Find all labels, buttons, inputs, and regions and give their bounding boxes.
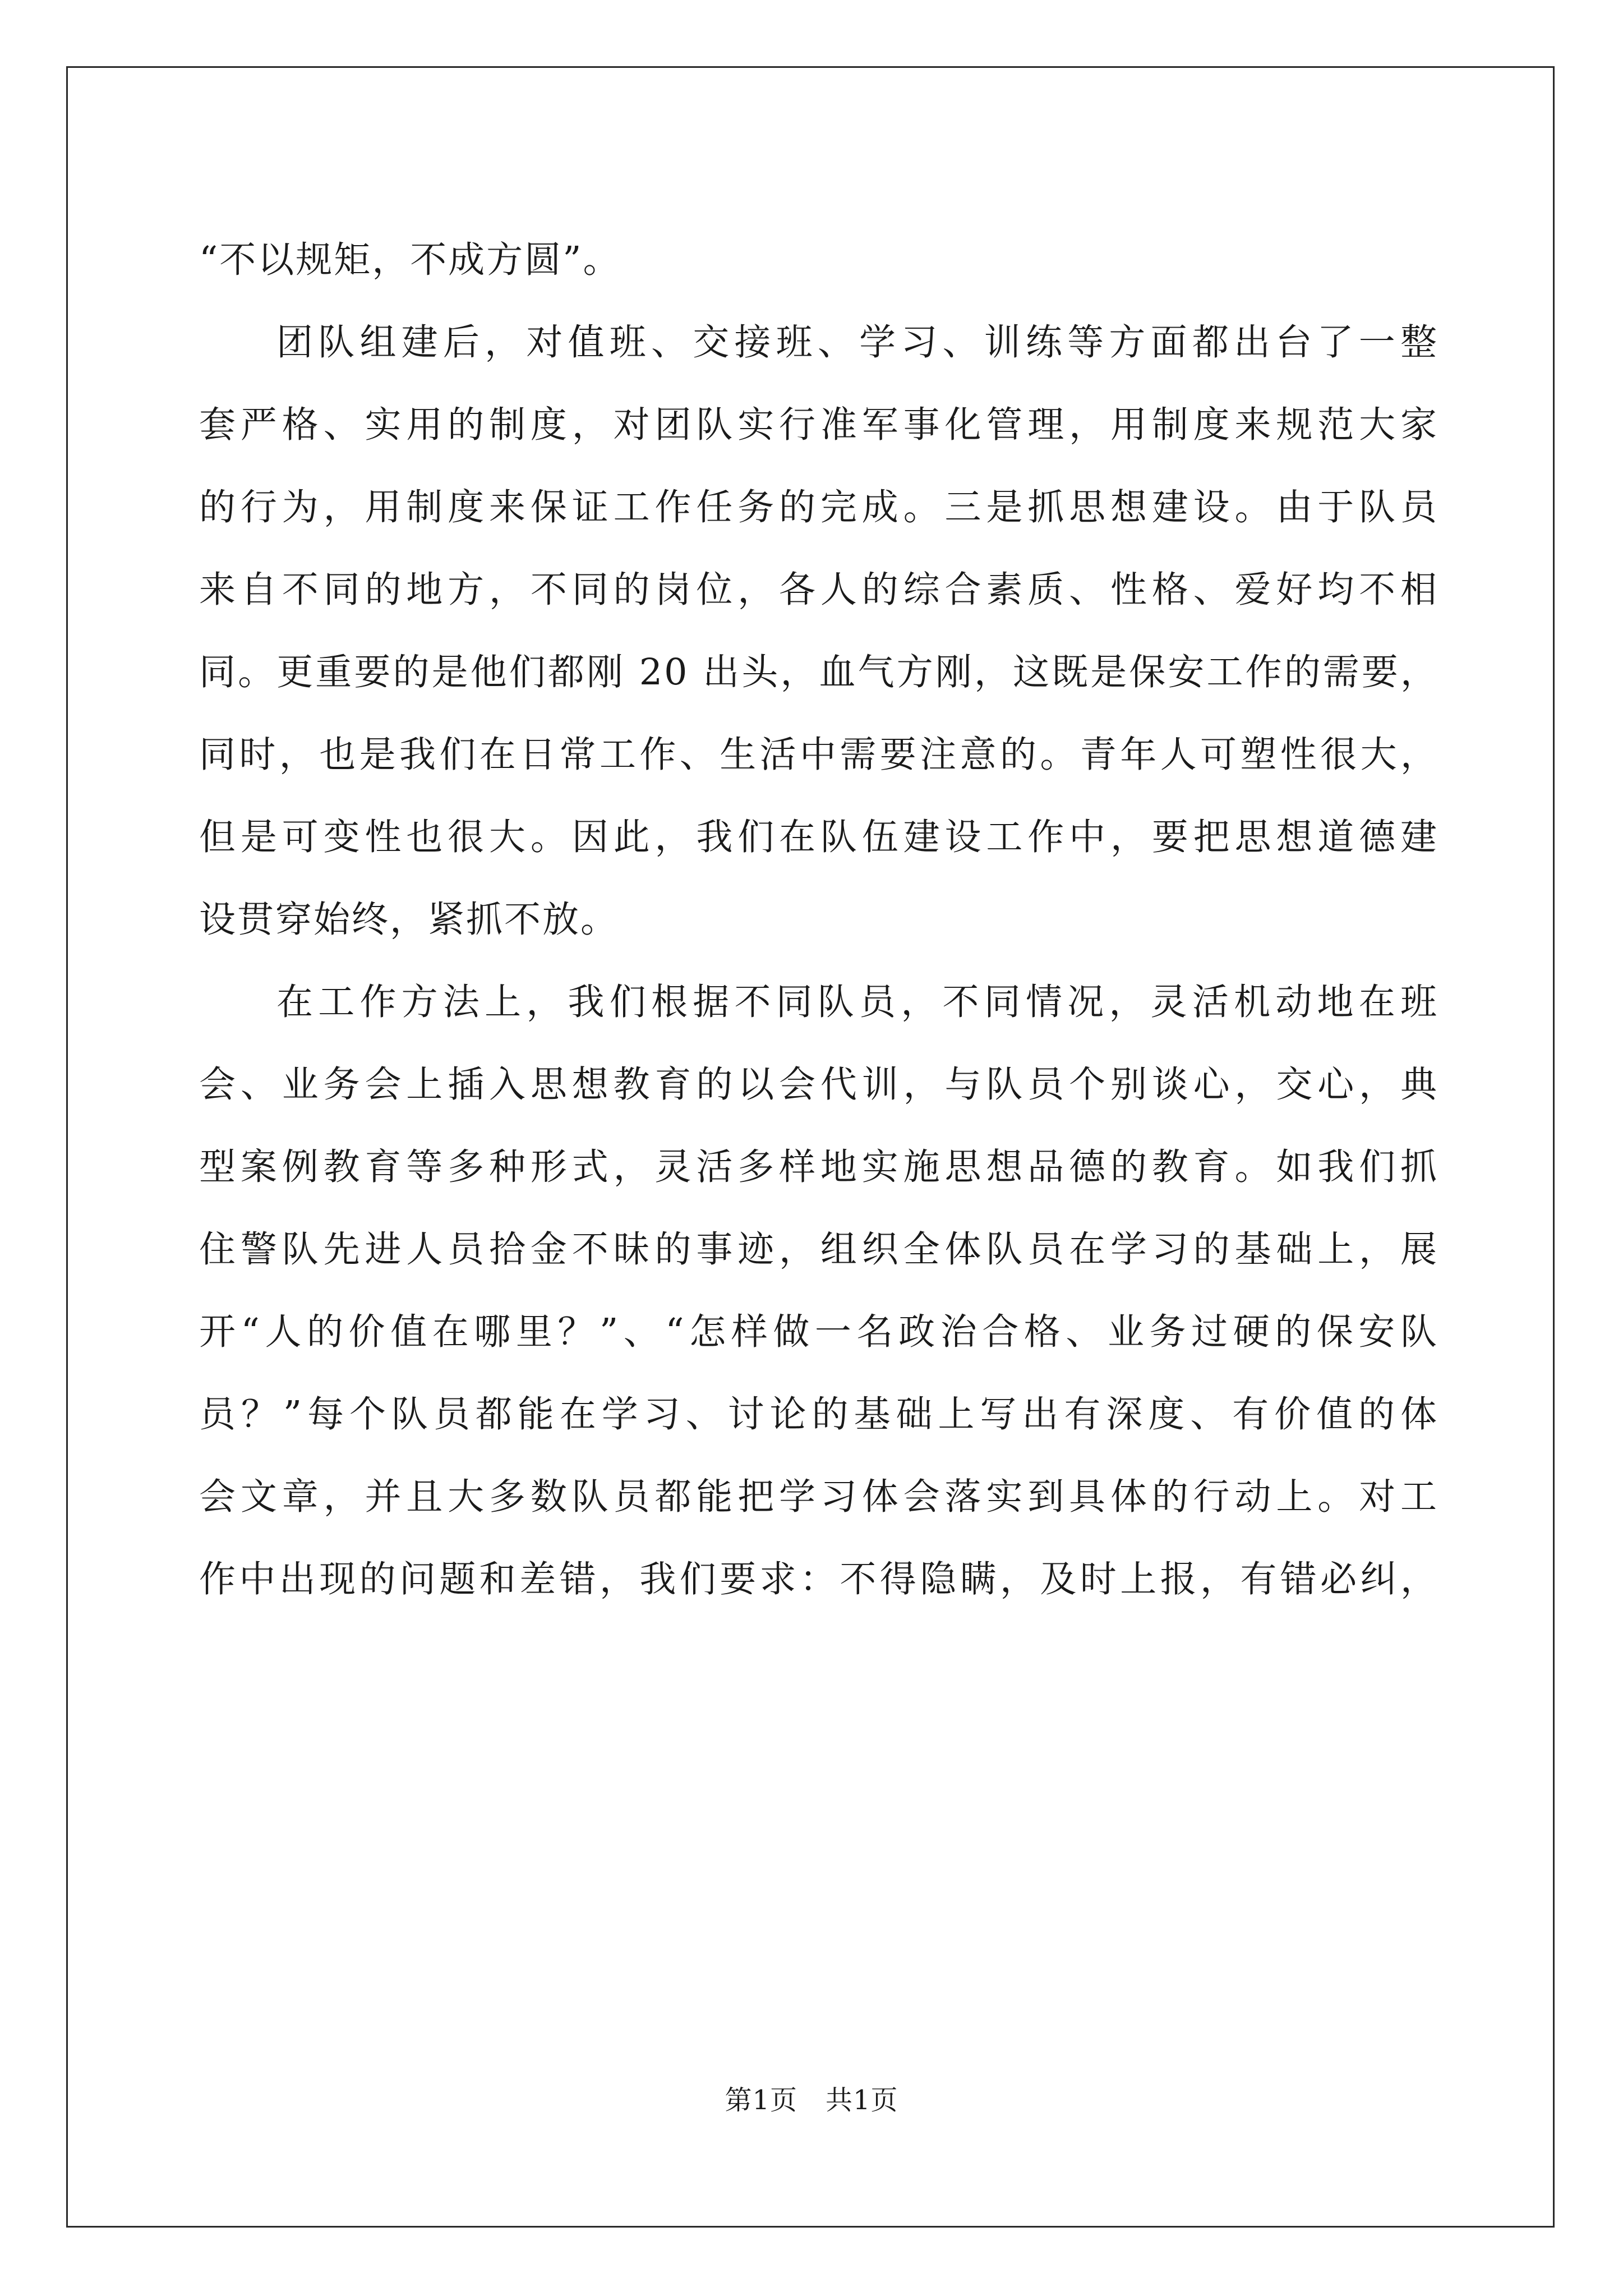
body-line-16: 会文章，并且大多数队员都能把学习体会落实到具体的行动上。对工 [199, 1476, 1438, 1518]
body-line-10: 在工作方法上，我们根据不同队员，不同情况，灵活机动地在班 [276, 981, 1438, 1023]
page-footer [0, 2078, 1623, 2117]
page-total: 共1页 [826, 2085, 898, 2116]
page-number: 第1页 [725, 2085, 797, 2116]
body-line-14: 开“人的价值在哪里？”、“怎样做一名政治合格、业务过硬的保安队 [199, 1311, 1438, 1353]
body-line-1: “不以规矩，不成方圆”。 [199, 239, 621, 281]
body-line-8: 但是可变性也很大。因此，我们在队伍建设工作中，要把思想道德建 [199, 816, 1438, 858]
body-line-11: 会、业务会上插入思想教育的以会代训，与队员个别谈心，交心，典 [199, 1064, 1438, 1106]
body-line-17: 作中出现的问题和差错，我们要求：不得隐瞒，及时上报，有错必纠， [199, 1558, 1438, 1600]
body-line-6: 同。更重要的是他们都刚 20 出头，血气方刚，这既是保安工作的需要， [199, 651, 1438, 693]
body-line-5: 来自不同的地方，不同的岗位，各人的综合素质、性格、爱好均不相 [199, 569, 1438, 611]
body-line-4: 的行为，用制度来保证工作任务的完成。三是抓思想建设。由于队员 [199, 486, 1438, 528]
document-body [199, 219, 1438, 1621]
body-line-3: 套严格、实用的制度，对团队实行准军事化管理，用制度来规范大家 [199, 404, 1438, 446]
body-line-7: 同时，也是我们在日常工作、生活中需要注意的。青年人可塑性很大， [199, 734, 1438, 776]
body-line-9: 设贯穿始终，紧抓不放。 [199, 899, 619, 941]
body-line-13: 住警队先进人员拾金不昧的事迹，组织全体队员在学习的基础上，展 [199, 1228, 1438, 1271]
body-line-2: 团队组建后，对值班、交接班、学习、训练等方面都出台了一整 [276, 321, 1438, 364]
body-line-15: 员？”每个队员都能在学习、讨论的基础上写出有深度、有价值的体 [199, 1393, 1438, 1435]
body-line-12: 型案例教育等多种形式，灵活多样地实施思想品德的教育。如我们抓 [199, 1146, 1438, 1188]
